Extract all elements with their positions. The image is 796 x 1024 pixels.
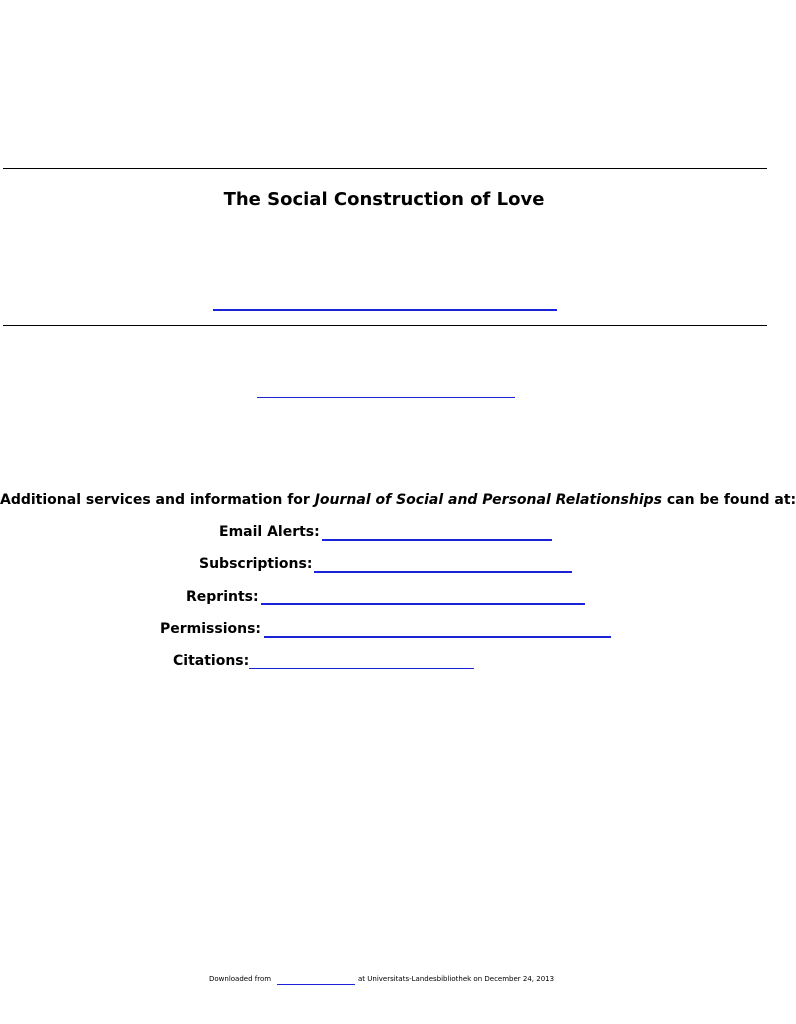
article-link[interactable] [213, 309, 557, 311]
citations-label: Citations: [173, 653, 250, 669]
footer-downloaded-from: Downloaded from [209, 975, 272, 983]
top-divider [3, 168, 767, 169]
footer-source-link[interactable] [277, 984, 355, 985]
footer-at-text: at Universitats-Landesbibliothek on December 24, 2013 [358, 975, 555, 983]
reprints-link[interactable] [261, 603, 585, 605]
article-title: The Social Construction of Love [223, 189, 545, 210]
subscriptions-row [0, 556, 768, 576]
citations-link[interactable] [249, 668, 474, 669]
reprints-row [0, 589, 768, 609]
permissions-link[interactable] [264, 636, 611, 638]
email-alerts-row [0, 524, 768, 544]
permissions-row [0, 621, 768, 641]
subscriptions-link[interactable] [314, 571, 572, 573]
permissions-label: Permissions: [160, 621, 262, 637]
subscriptions-label: Subscriptions: [199, 556, 313, 572]
reprints-label: Reprints: [186, 589, 259, 605]
email-alerts-label: Email Alerts: [219, 524, 320, 540]
journal-link[interactable] [257, 397, 515, 398]
email-alerts-link[interactable] [322, 539, 552, 541]
bottom-divider [3, 325, 767, 326]
download-footer [0, 975, 768, 987]
journal-name: Journal of Social and Personal Relationships [314, 492, 662, 508]
citations-row [0, 653, 768, 673]
services-intro-after: can be found at: [661, 492, 796, 508]
services-heading [0, 492, 796, 508]
services-intro-before: Additional services and information for [0, 492, 315, 508]
